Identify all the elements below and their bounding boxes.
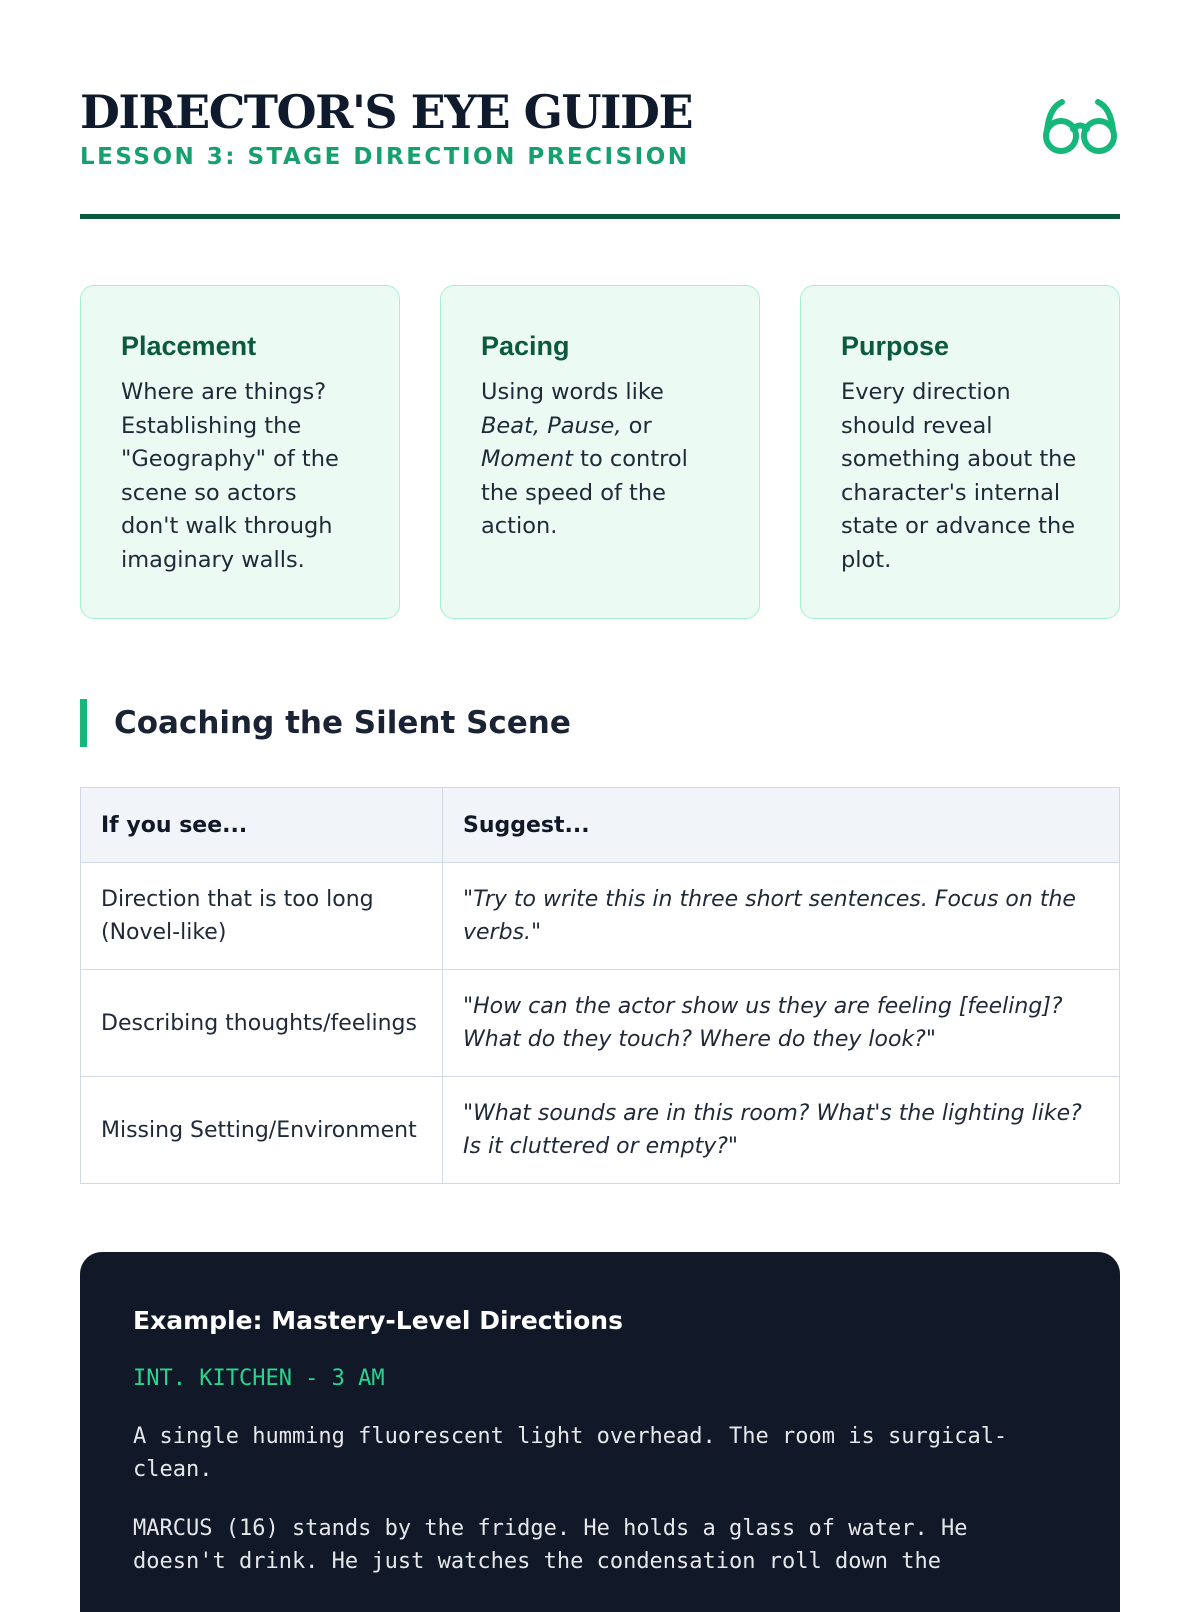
card-body: Where are things? Establishing the "Geography" of the scene so actors don't walk through imaginary walls. xyxy=(121,379,339,573)
table-row xyxy=(81,863,1120,970)
coaching-table xyxy=(80,787,1120,1184)
cell-suggest: "What sounds are in this room? What's the lighting like? Is it cluttered or empty?" xyxy=(443,1077,1120,1184)
cell-see: Missing Setting/Environment xyxy=(81,1077,443,1184)
table-header-row xyxy=(81,788,1120,863)
scene-slugline: INT. KITCHEN - 3 AM xyxy=(133,1366,385,1391)
card-body-text: or xyxy=(621,412,652,439)
card-placement xyxy=(80,285,400,619)
column-header-suggest: Suggest... xyxy=(443,788,1120,863)
card-title: Pacing xyxy=(481,331,570,361)
card-title: Purpose xyxy=(841,331,950,361)
concept-cards xyxy=(80,285,1120,619)
page-header xyxy=(80,0,1120,219)
section-heading xyxy=(80,699,1120,747)
page-title: DIRECTOR'S EYE GUIDE xyxy=(80,85,693,139)
card-body xyxy=(481,376,719,544)
table-row xyxy=(81,1077,1120,1184)
section-accent-bar xyxy=(80,699,87,747)
action-paragraph: MARCUS (16) stands by the fridge. He holds a glass of water. He doesn't drink. He just watches the condensation roll down the xyxy=(133,1516,968,1574)
card-body: Every direction should reveal something about the character's internal state or advance the plot. xyxy=(841,379,1077,573)
glasses-icon xyxy=(1042,96,1118,160)
card-body-emphasis: Moment xyxy=(481,446,574,472)
card-title: Placement xyxy=(121,331,257,361)
cell-see: Describing thoughts/feelings xyxy=(81,970,443,1077)
column-header-see: If you see... xyxy=(81,788,443,863)
card-body-text: to control the speed of the action. xyxy=(481,446,688,539)
cell-suggest: "Try to write this in three short sentences. Focus on the verbs." xyxy=(443,863,1120,970)
cell-suggest: "How can the actor show us they are feeling [feeling]? What do they touch? Where do they look?" xyxy=(443,970,1120,1077)
action-paragraph: A single humming fluorescent light overhead. The room is surgical-clean. xyxy=(133,1424,1008,1482)
card-body-emphasis: Beat, Pause, xyxy=(481,412,622,439)
section-title: Coaching the Silent Scene xyxy=(114,705,571,741)
card-purpose xyxy=(800,285,1120,619)
cell-see: Direction that is too long (Novel-like) xyxy=(81,863,443,970)
lesson-subtitle: LESSON 3: STAGE DIRECTION PRECISION xyxy=(80,144,690,170)
example-panel xyxy=(80,1252,1120,1612)
table-row xyxy=(81,970,1120,1077)
example-title: Example: Mastery-Level Directions xyxy=(133,1306,623,1335)
card-pacing xyxy=(440,285,760,619)
card-body-text: Using words like xyxy=(481,379,664,405)
